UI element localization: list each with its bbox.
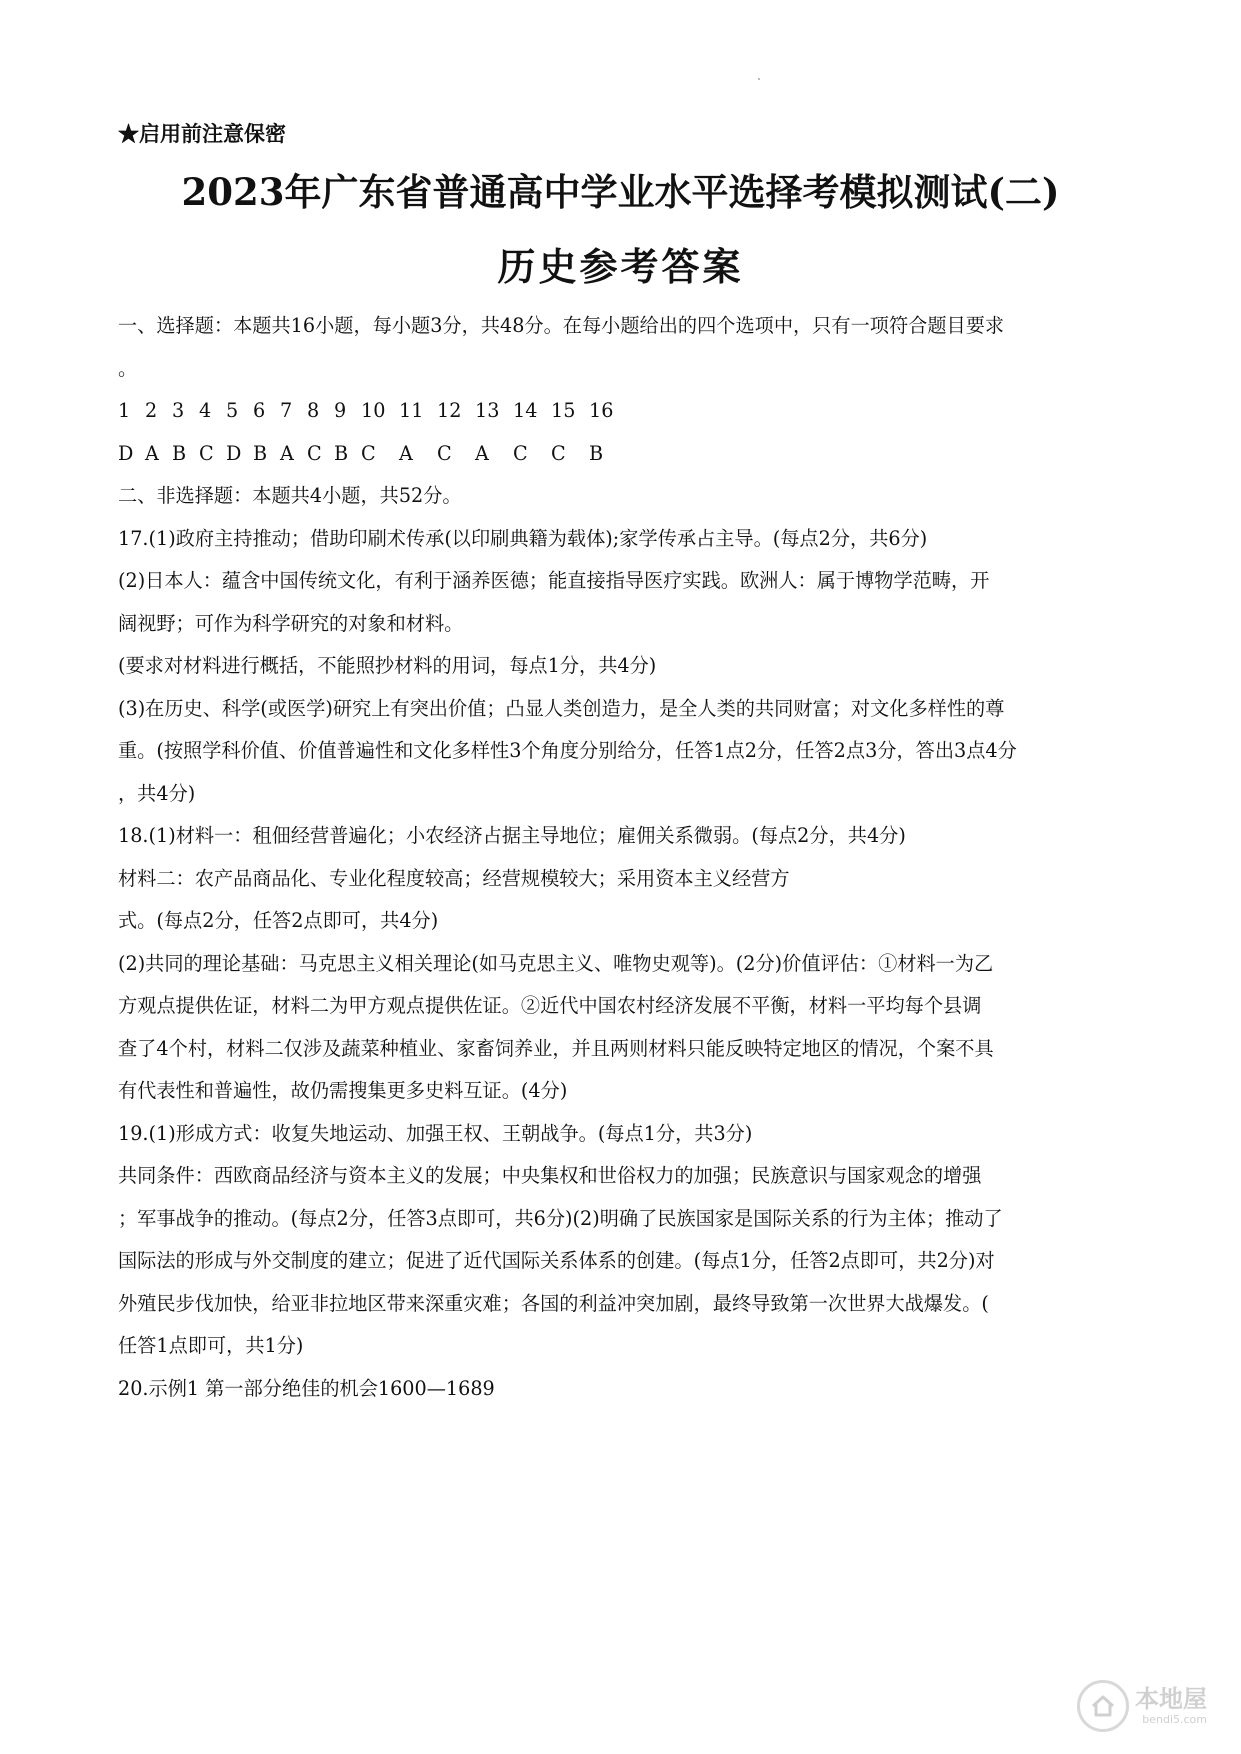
answer-line: ；军事战争的推动。(每点2分，任答3点即可，共6分)(2)明确了民族国家是国际关系的行为主体；推动了 — [118, 1206, 1003, 1230]
question-number: 6 — [253, 399, 266, 422]
question-number: 13 — [475, 399, 500, 422]
watermark-main-text: 本地屋 — [1135, 1685, 1207, 1713]
answer-line: 任答1点即可，共1分) — [118, 1334, 304, 1357]
section2-heading: 二、非选择题：本题共4小题，共52分。 — [118, 484, 462, 507]
answer-line: (2)共同的理论基础：马克思主义相关理论(如马克思主义、唯物史观等)。(2分)价值评估：①材料一为乙 — [118, 951, 994, 975]
answer-line: 材料二：农产品商品化、专业化程度较高；经营规模较大；采用资本主义经营方 — [118, 866, 790, 890]
stray-dot — [758, 78, 760, 80]
watermark-url-text: bendi5.com — [1142, 1713, 1207, 1726]
answer-letter: A — [475, 441, 489, 465]
answer-content — [118, 305, 1128, 1410]
answer-letter: B — [589, 441, 604, 465]
question-number: 10 — [361, 399, 386, 422]
answer-line: 19.(1)形成方式：收复失地运动、加强王权、王朝战争。(每点1分，共3分) — [118, 1121, 753, 1145]
answer-letter: A — [399, 441, 413, 465]
question-number: 16 — [589, 399, 614, 422]
question-number: 5 — [226, 399, 239, 422]
answer-letter: D — [226, 441, 242, 465]
answer-line: 查了4个村，材料二仅涉及蔬菜种植业、家畜饲养业，并且两则材料只能反映特定地区的情况，个案不具 — [118, 1036, 994, 1060]
answer-letter: B — [253, 441, 268, 465]
question-number: 14 — [513, 399, 538, 422]
confidential-notice: ★启用前注意保密 — [118, 121, 286, 146]
site-watermark — [1077, 1680, 1207, 1732]
answer-line: 式。(每点2分，任答2点即可，共4分) — [118, 909, 439, 932]
answer-letter: D — [118, 441, 134, 465]
answer-line: 阔视野；可作为科学研究的对象和材料。 — [118, 611, 464, 635]
question-number: 3 — [172, 399, 185, 422]
answer-line: 方观点提供佐证，材料二为甲方观点提供佐证。②近代中国农村经济发展不平衡，材料一平均每个县调 — [118, 994, 982, 1017]
answer-line: ，共4分) — [118, 781, 196, 805]
section2-lines — [118, 518, 1128, 1411]
answer-line: 20.示例1 第一部分绝佳的机会1600—1689 — [118, 1376, 495, 1400]
answer-line: 共同条件：西欧商品经济与资本主义的发展；中央集权和世俗权力的加强；民族意识与国家观念的增强 — [118, 1164, 982, 1187]
answer-letters-row — [118, 433, 1128, 476]
answer-letter: A — [280, 441, 294, 465]
answer-line: (3)在历史、科学(或医学)研究上有突出价值；凸显人类创造力，是全人类的共同财富；对文化多样性的尊 — [118, 696, 1005, 720]
question-number: 2 — [145, 399, 158, 422]
answer-letter: B — [172, 441, 187, 465]
house-logo-icon — [1077, 1680, 1129, 1732]
answer-line: 有代表性和普遍性，故仍需搜集更多史料互证。(4分) — [118, 1079, 568, 1102]
answer-line: 17.(1)政府主持推动；借助印刷术传承(以印刷典籍为载体);家学传承占主导。(每点2分，共6分) — [118, 526, 928, 550]
question-numbers-row — [118, 390, 1128, 433]
answer-line: (2)日本人：蕴含中国传统文化，有利于涵养医德；能直接指导医疗实践。欧洲人：属于博物学范畴，开 — [118, 569, 990, 592]
answer-letter: C — [361, 441, 376, 465]
question-number: 1 — [118, 399, 131, 422]
answer-letter: C — [307, 441, 322, 465]
question-number: 11 — [399, 399, 424, 422]
answer-letter: C — [513, 441, 528, 465]
question-number: 15 — [551, 399, 576, 422]
answer-line: 外殖民步伐加快，给亚非拉地区带来深重灾难；各国的利益冲突加剧，最终导致第一次世界大战爆发。( — [118, 1291, 989, 1315]
question-number: 4 — [199, 399, 212, 422]
answer-letter: A — [145, 441, 159, 465]
question-number: 8 — [307, 399, 320, 422]
answer-letter: C — [437, 441, 452, 465]
answer-line: (要求对材料进行概括，不能照抄材料的用词，每点1分，共4分) — [118, 654, 657, 677]
answer-letter: B — [334, 441, 349, 465]
answer-line: 18.(1)材料一：租佃经营普遍化；小农经济占据主导地位；雇佣关系微弱。(每点2分，共4分) — [118, 824, 906, 847]
answer-line: 重。(按照学科价值、价值普遍性和文化多样性3个角度分别给分，任答1点2分，任答2点3分，答出3点4分 — [118, 739, 1017, 762]
question-number: 9 — [334, 399, 347, 422]
section1-heading-cont: 。 — [118, 356, 138, 380]
section1-heading: 一、选择题：本题共16小题，每小题3分，共48分。在每小题给出的四个选项中，只有一项符合题目要求 — [118, 314, 1005, 337]
answer-line: 国际法的形成与外交制度的建立；促进了近代国际关系体系的创建。(每点1分，任答2点即可，共2分)对 — [118, 1249, 995, 1272]
document-title: 2023年广东省普通高中学业水平选择考模拟测试(二) — [181, 170, 1060, 214]
question-number: 12 — [437, 399, 462, 422]
document-subtitle: 历史参考答案 — [497, 244, 744, 289]
answer-letter: C — [199, 441, 214, 465]
question-number: 7 — [280, 399, 293, 422]
answer-letter: C — [551, 441, 566, 465]
